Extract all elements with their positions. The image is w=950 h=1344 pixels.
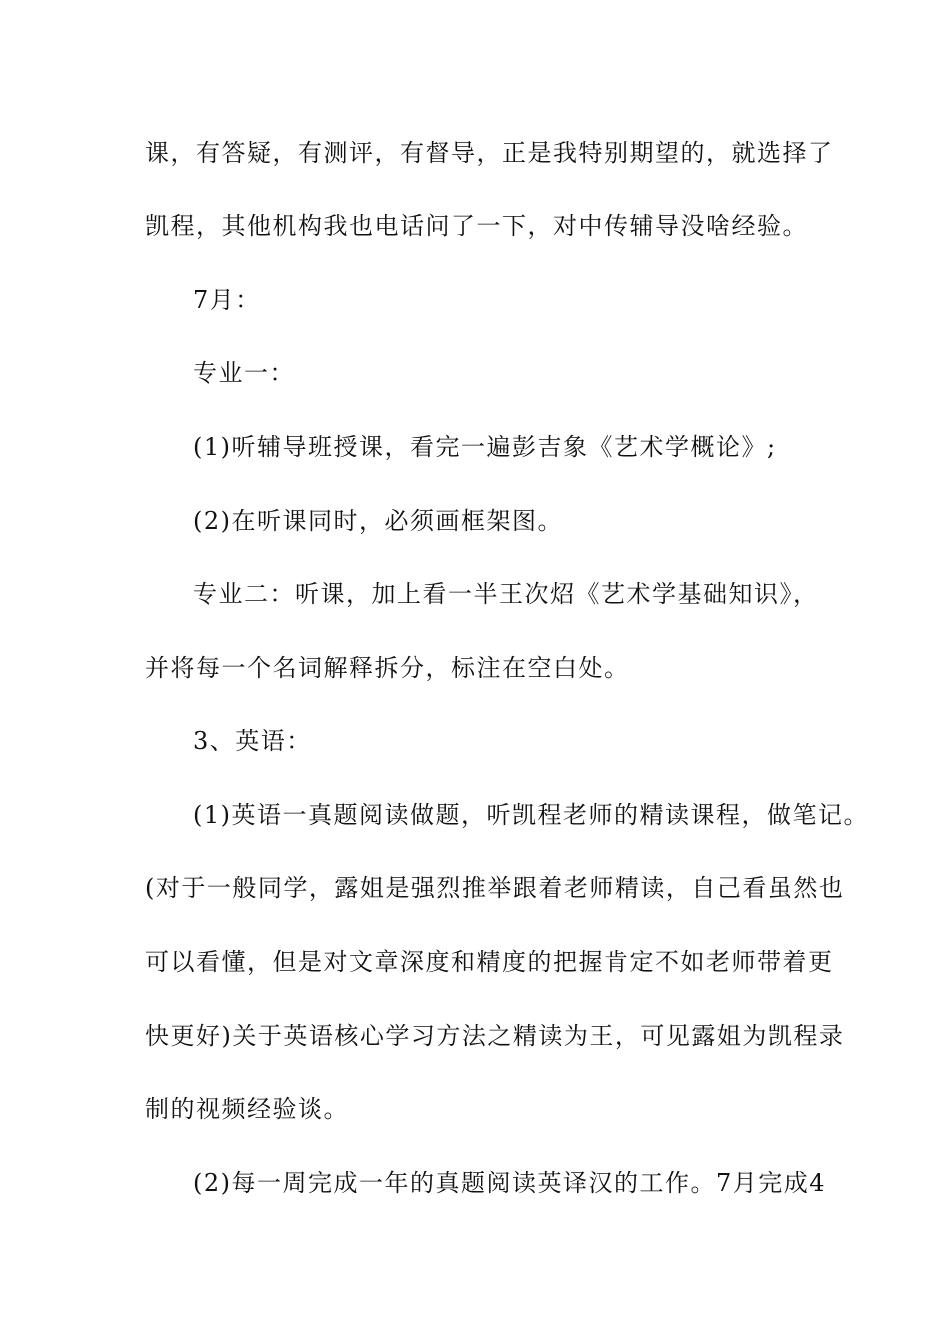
list-item: (2)每一周完成一年的真题阅读英译汉的工作。7月完成4	[193, 1169, 827, 1197]
section-heading: 7月：	[193, 286, 261, 314]
section-heading: 3、英语：	[193, 727, 312, 755]
list-item: (1)英语一真题阅读做题，听凯程老师的精读课程，做笔记。	[193, 801, 869, 829]
text-line: 快更好)关于英语核心学习方法之精读为王，可见露姐为凯程录	[145, 1022, 845, 1050]
text-line: 专业二：听课，加上看一半王次炤《艺术学基础知识》，	[193, 580, 819, 608]
text-line: (对于一般同学，露姐是强烈推举跟着老师精读，自己看虽然也	[145, 874, 845, 902]
section-heading: 专业一：	[193, 359, 295, 387]
text-line: 制的视频经验谈。	[145, 1095, 349, 1123]
text-line: 课，有答疑，有测评，有督导，正是我特别期望的，就选择了	[145, 139, 834, 167]
text-line: 可以看懂，但是对文章深度和精度的把握肯定不如老师带着更	[145, 948, 834, 976]
text-line: 并将每一个名词解释拆分，标注在空白处。	[145, 654, 630, 682]
text-line: 凯程，其他机构我也电话问了一下，对中传辅导没啥经验。	[145, 212, 808, 240]
list-item: (1)听辅导班授课，看完一遍彭吉象《艺术学概论》;	[193, 433, 777, 461]
list-item: (2)在听课同时，必须画框架图。	[193, 507, 563, 535]
